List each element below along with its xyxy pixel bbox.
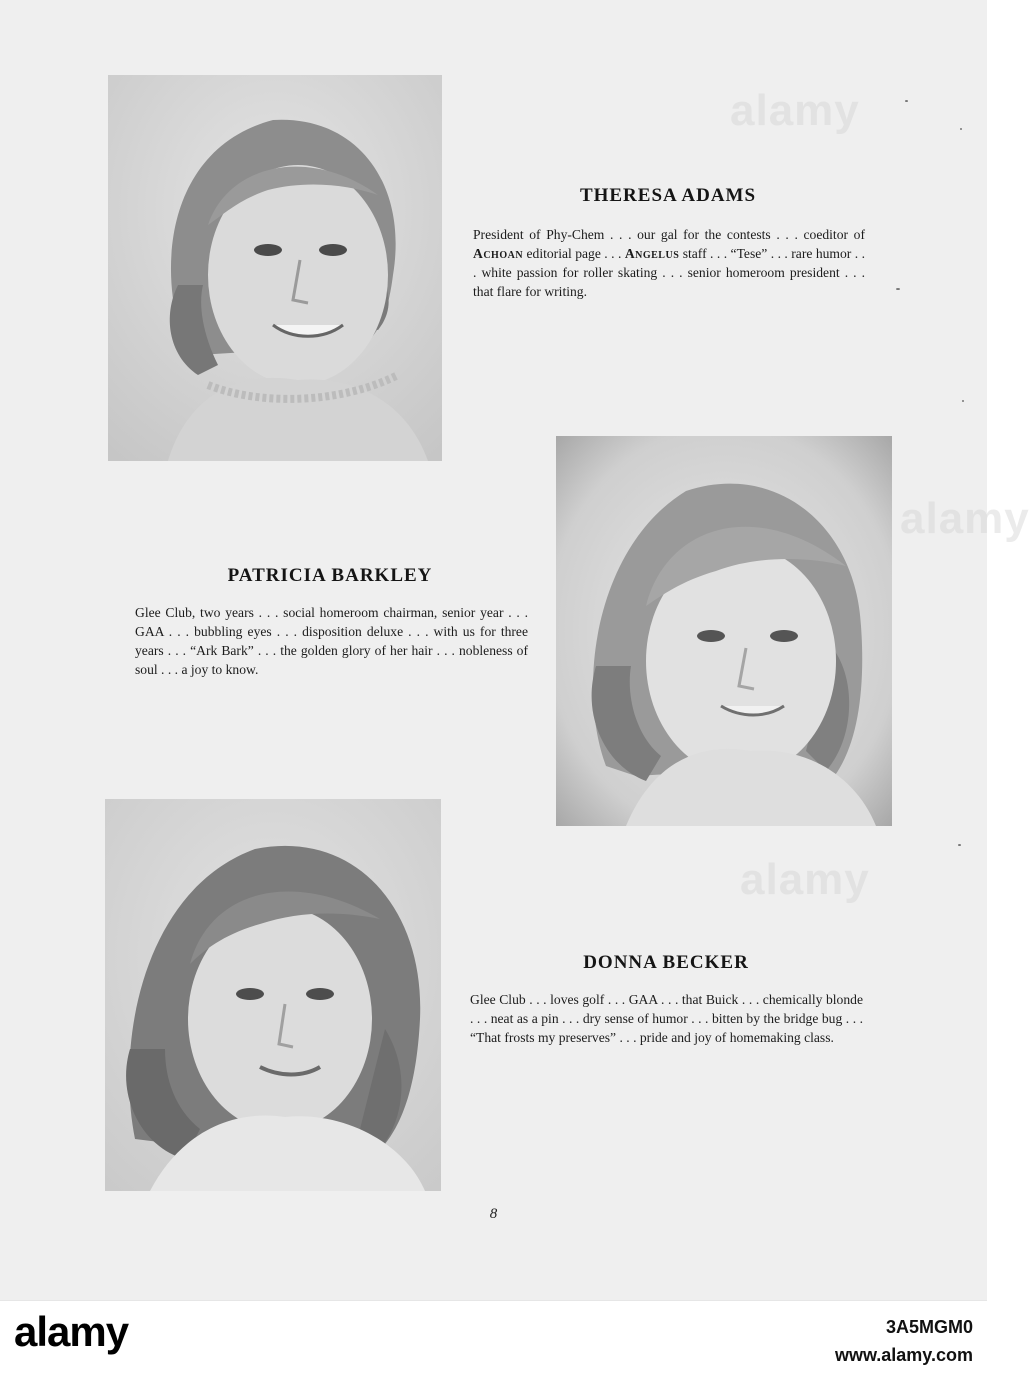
alamy-logo: alamy [14,1308,129,1355]
portrait-photo-theresa-adams [108,75,442,461]
dust-speck [960,128,962,130]
page-number: 8 [489,1206,498,1222]
portrait-photo-patricia-barkley [556,436,892,826]
watermark-text: alamy [900,494,1030,543]
image-id: 3A5MGM0 [885,1317,973,1337]
entry-bio-donna-becker: Glee Club . . . loves golf . . . GAA . . . that Buick . . . chemically blonde . . . neat as a pin . . . dry sense of humor . . . bitten by the bridge bug . . . “That frosts my preserves” . . . pride and joy of homemaking class. [470,992,863,1045]
entry-name-patricia-barkley: PATRICIA BARKLEY [227,565,433,586]
portrait-photo-donna-becker [105,799,441,1191]
entry-name-theresa-adams: THERESA ADAMS [579,185,757,206]
dust-speck [958,844,961,846]
dust-speck [896,288,900,290]
dust-speck [905,100,908,102]
watermark-text: alamy [730,86,860,135]
dust-speck [962,400,964,402]
watermark-text: alamy [740,855,870,904]
entry-bio-patricia-barkley: Glee Club, two years . . . social homeroom chairman, senior year . . . GAA . . . bubbling eyes . . . disposition deluxe . . . with us for three years . . . “Ark Bark” . . . the golden glory of her hair . . . nobleness of soul . . . a joy to know. [135,605,528,677]
entry-name-donna-becker: DONNA BECKER [583,952,749,973]
site-url: www.alamy.com [834,1345,973,1365]
entry-bio-theresa-adams: President of Phy-Chem . . . our gal for the contests . . . coeditor of Achoan editorial page . . . Angelus staff . . . “Tese” . . . rare humor . . . white passion for roller skating . . . senior homeroom president . . . that flare for writing. [473,227,865,299]
